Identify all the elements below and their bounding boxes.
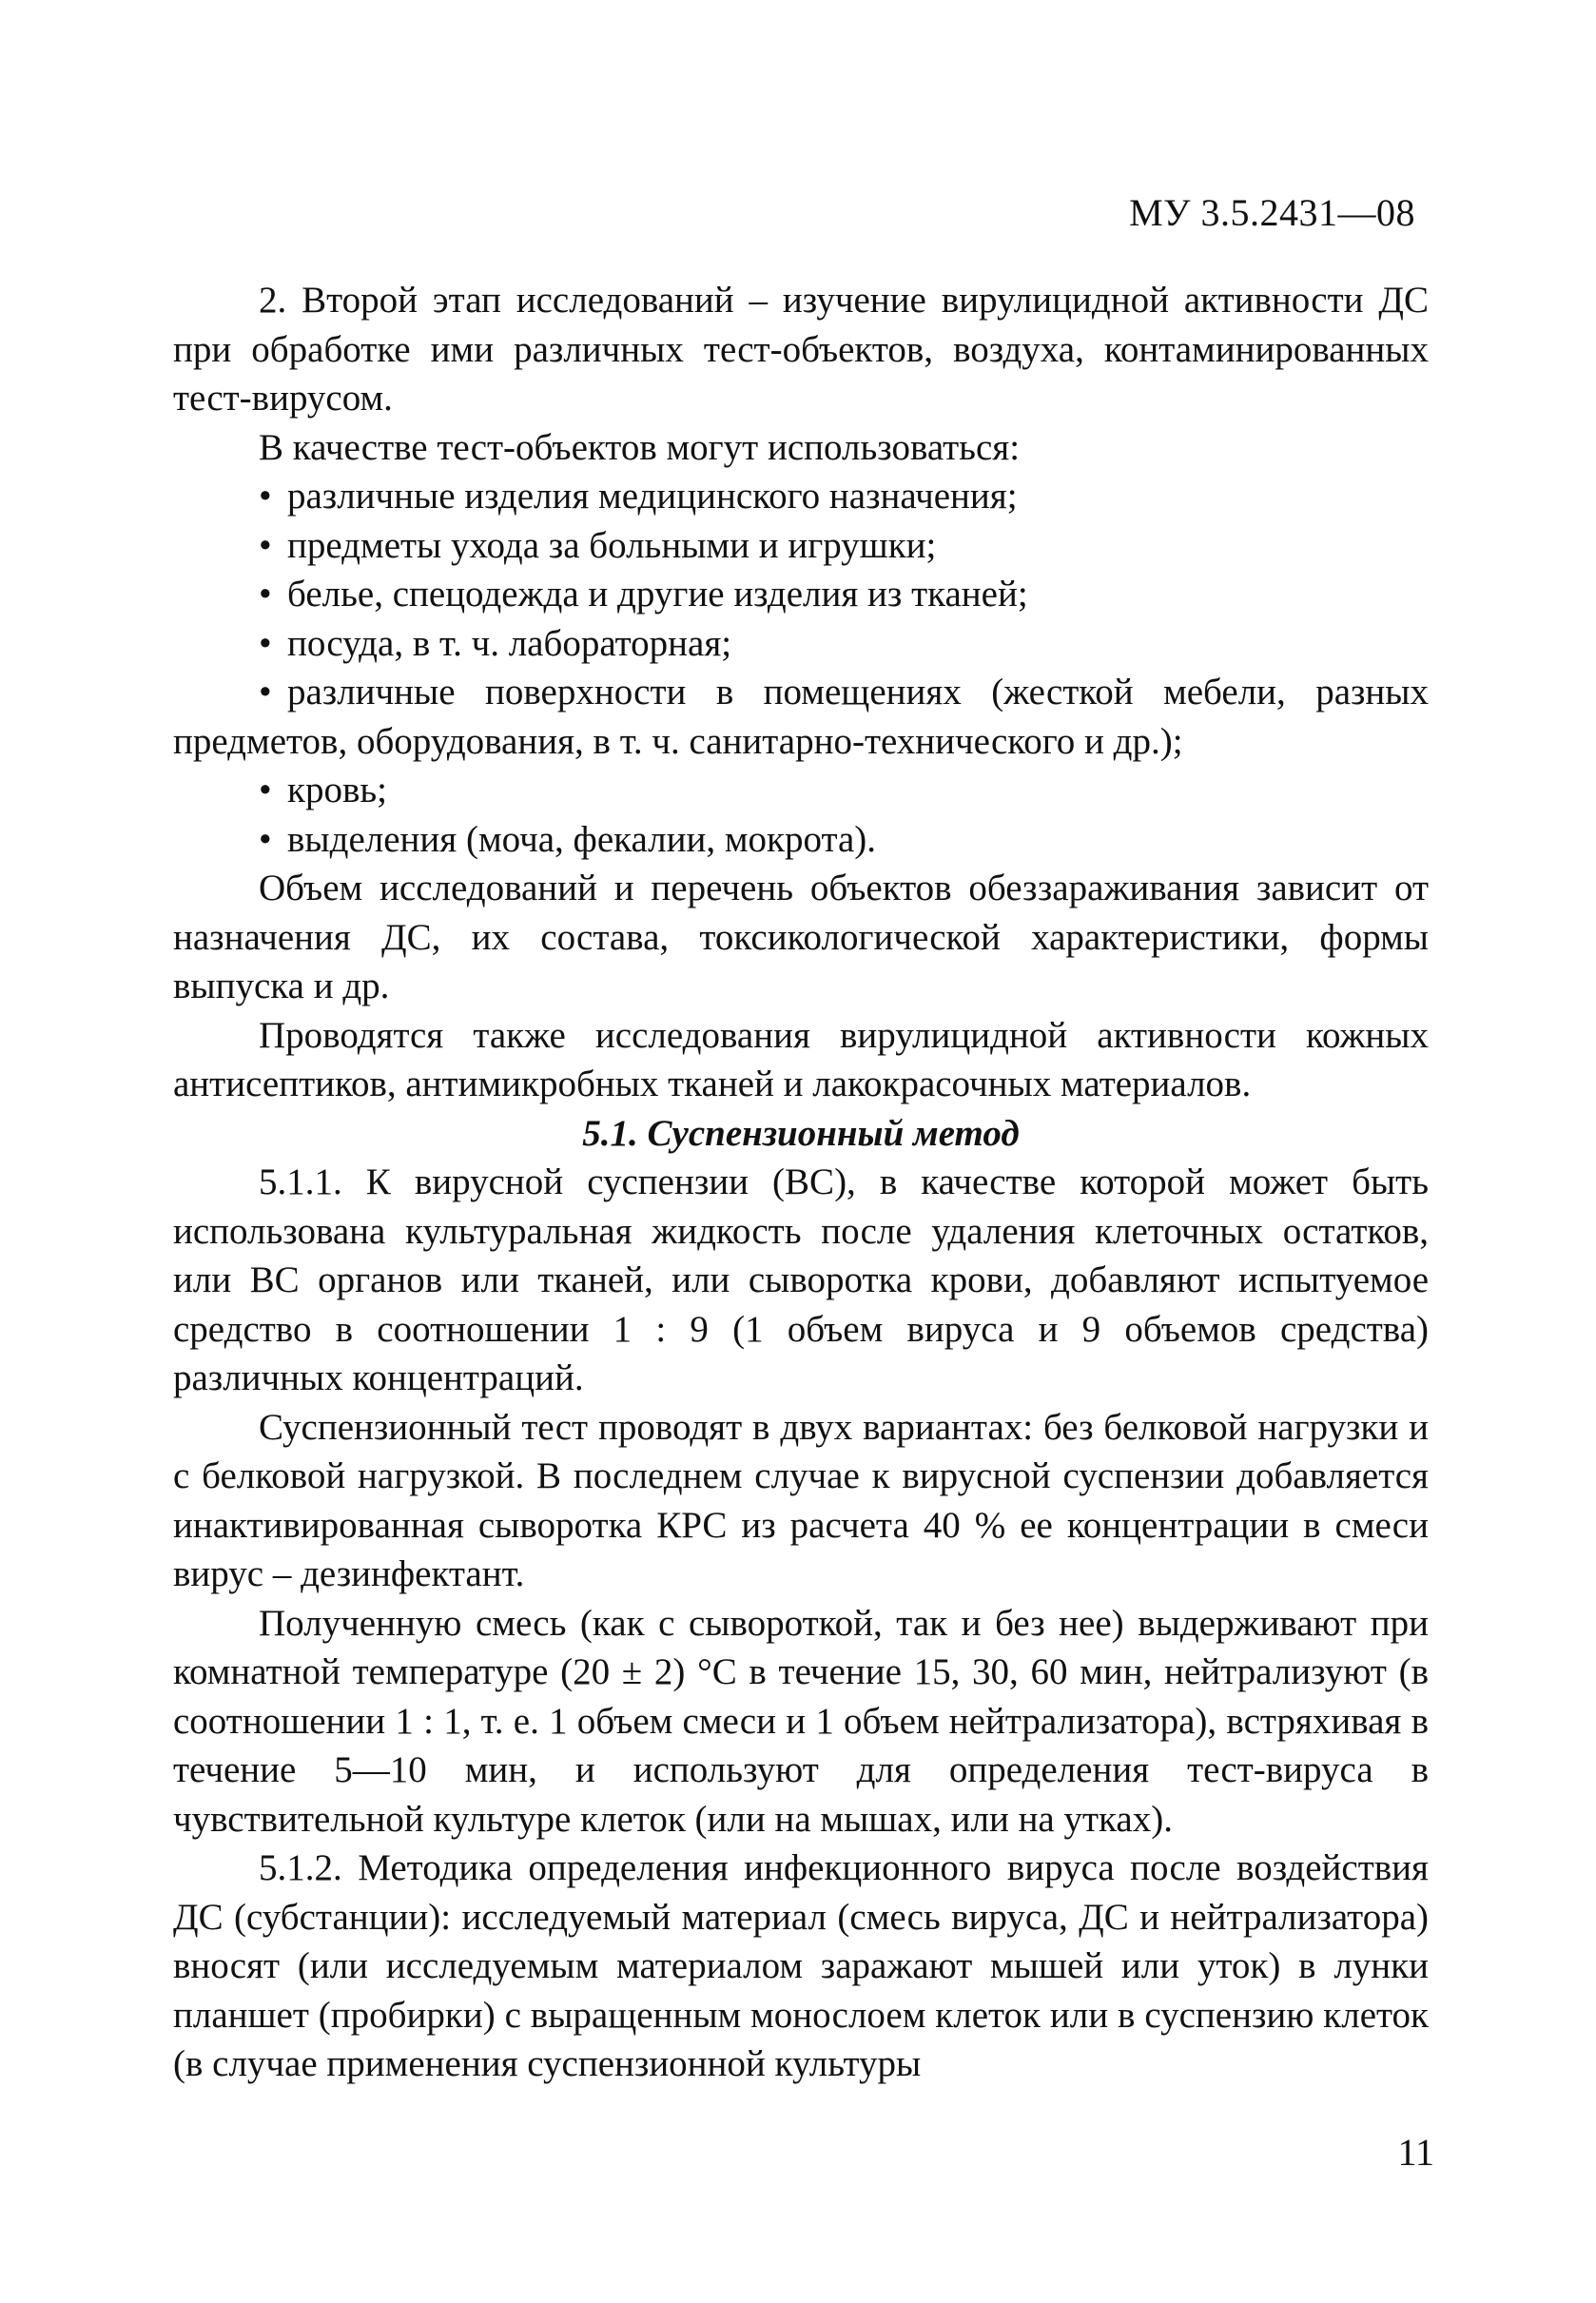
list-item: • белье, спецодежда и другие изделия из тканей; (173, 570, 1429, 619)
bullet-icon: • (259, 574, 272, 615)
paragraph-test-objects-intro: В качестве тест-объектов могут использоваться: (259, 426, 1021, 468)
bullet-icon: • (259, 818, 272, 860)
paragraph-stage-two: 2. Второй этап исследований – изучение вирулицидной активности ДС при обработке ими различных тест-объектов, воздуха, контаминированных тест-вирусом. (173, 280, 1429, 419)
paragraph-scope: Объем исследований и перечень объектов обеззараживания зависит от назначения ДС, их состава, токсикологической характеристики, формы выпуска и др. (173, 868, 1429, 1006)
bullet-icon: • (259, 524, 272, 566)
bullet-icon: • (259, 622, 272, 664)
list-item: • различные изделия медицинского назначения; (173, 472, 1429, 521)
paragraph-mixture-procedure: Полученную смесь (как с сывороткой, так и без нее) выдерживают при комнатной температуре (20 ± 2) °С в течение 15, 30, 60 мин, нейтрализуют (в соотношении 1 : 1, т. е. 1 объем смеси и 1 объем нейтрализатора), встряхивая в течение 5—10 мин, и используют для определения тест-вируса в чувствительной культуре клеток (или на мышах, или на утках). (173, 1602, 1429, 1840)
list-item: • выделения (моча, фекалии, мокрота). (173, 815, 1429, 865)
list-item: • кровь; (173, 766, 1429, 815)
section-heading: 5.1. Суспензионный метод (582, 1112, 1020, 1154)
bullet-icon: • (259, 476, 272, 517)
paragraph-antiseptics: Проводятся также исследования вирулицидной активности кожных антисептиков, антимикробных тканей и лакокрасочных материалов. (173, 1014, 1429, 1104)
paragraph-5-1-2: 5.1.2. Методика определения инфекционного вируса после воздействия ДС (субстанции): исследуемый материал (смесь вируса, ДС и нейтрализатора) вносят (или исследуемым материалом заражают мышей или уток) в лунки планшет (пробирки) с выращенным монослоем клеток или в суспензию клеток (в случае применения суспензионной культуры (173, 1847, 1429, 2084)
paragraph-5-1-1: 5.1.1. К вирусной суспензии (ВС), в качестве которой может быть использована культуральная жидкость после удаления клеточных остатков, или ВС органов или тканей, или сыворотка крови, добавляют испытуемое средство в соотношении 1 : 9 (1 объем вируса и 9 объемов средства) различных концентраций. (173, 1161, 1429, 1398)
list-item: • предметы ухода за больными и игрушки; (173, 521, 1429, 571)
test-objects-list (173, 472, 1429, 864)
list-item: • посуда, в т. ч. лабораторная; (173, 619, 1429, 669)
paragraph-suspension-test: Суспензионный тест проводят в двух вариантах: без белковой нагрузки и с белковой нагрузкой. В последнем случае к вирусной суспензии добавляется инактивированная сыворотка КРС из расчета 40 % ее концентрации в смеси вирус – дезинфектант. (173, 1406, 1429, 1594)
bullet-icon: • (259, 770, 272, 810)
list-item: • различные поверхности в помещениях (жесткой мебели, разных предметов, оборудования, в т. ч. санитарно-технического и др.); (173, 668, 1429, 766)
document-code: МУ 3.5.2431—08 (1129, 191, 1415, 234)
page-number: 11 (1397, 2131, 1434, 2174)
bullet-icon: • (259, 672, 272, 712)
document-body (173, 276, 1429, 2089)
